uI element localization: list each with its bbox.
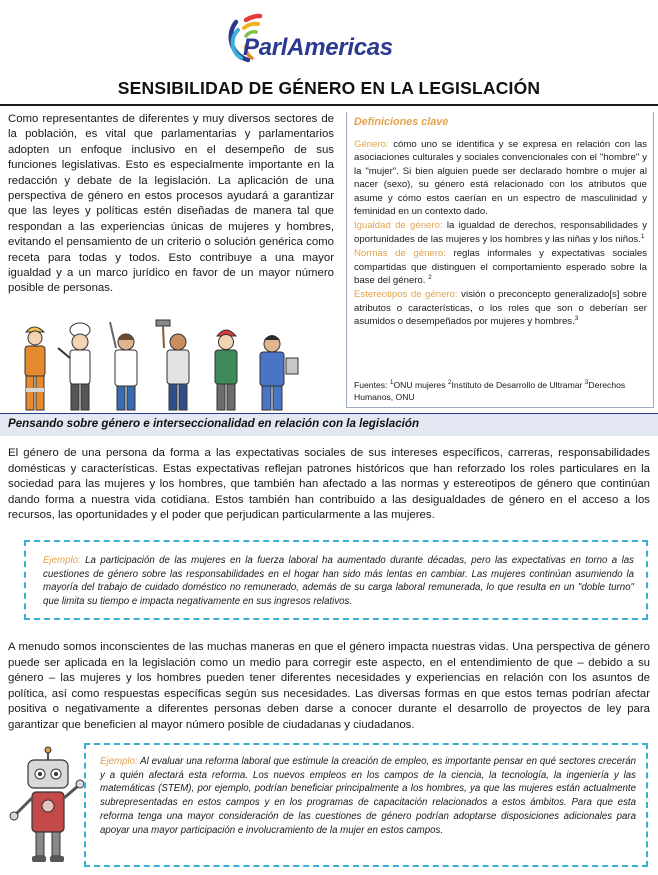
definition-item (354, 219, 647, 246)
footnote-ref: 1 (389, 379, 394, 387)
robot-illustration (6, 746, 90, 868)
worker-figure (110, 322, 137, 410)
definition-text: reglas informales y expectativas sociales compartidas que distinguen el comportamiento esperado sobre la base del género. (354, 248, 648, 287)
footnote-ref: 1 (640, 232, 645, 240)
definition-term: Normas de género: (354, 248, 446, 260)
worker-figure (25, 327, 45, 410)
body-paragraph-2: A menudo somos inconscientes de las muchas maneras en que el género impacta nuestras vidas. Una perspectiva de género puede ser aplicada en la legislación como un medio para corregir este aspecto, en el entendimiento de que – debido a su género – las mujeres y los hombres pueden tener diferentes necesidades y experiencias en relación con los asuntos de política, así como respuestas específicas según sus necesidades. Las diversas formas en que estos temas podrían afectar positiva o negativamente a diferentes personas deben darse a conocer durante el desarrollo de proyectos de ley para garantizar que beneficien al mayor número posible de ciudadanas y ciudadanos. (8, 641, 650, 731)
worker-figure (260, 335, 298, 410)
definition-item (354, 138, 647, 218)
section-title: Pensando sobre género e interseccionalidad en relación con la legislación (8, 417, 420, 430)
example-text (100, 755, 636, 837)
footnote-ref: 3 (584, 379, 589, 387)
worker-figure (215, 330, 237, 410)
example-box-2 (84, 743, 648, 867)
source-3: Derechos Humanos, ONU (354, 380, 626, 402)
footnote-ref: 3 (574, 315, 579, 323)
definition-item (354, 288, 647, 328)
definition-term: Estereotipos de género: (354, 289, 458, 301)
page-header (0, 8, 658, 70)
example-text (43, 554, 634, 609)
definition-text: la igualdad de derechos, responsabilidades y oportunidades de las mujeres y los hombres y las niñas y los niños. (354, 220, 647, 245)
definition-item (354, 247, 647, 287)
logo-wordmark: ParlAmericas (243, 34, 393, 61)
example-box-1 (24, 540, 648, 620)
example-label: Ejemplo: (100, 756, 138, 767)
example-body: La participación de las mujeres en la fuerza laboral ha aumentado durante décadas, pero las expectativas en torno a las cuestiones de género sobre las responsabilidades en el hogar han sido más lentas en cambiar. Las mujeres continúan asumiendo la mayoría del trabajo de cuidado doméstico no remunerado, además de su carga laboral remunerada, lo que resulta en un "doble turno" que limita su tiempo e impacta negativamente en sus ingresos relativos. (43, 555, 634, 608)
footnote-ref: 2 (428, 273, 432, 281)
page-title: SENSIBILIDAD DE GÉNERO EN LA LEGISLACIÓN (117, 78, 541, 98)
definitions-box (346, 112, 654, 408)
worker-figure (156, 320, 189, 410)
title-divider (0, 104, 658, 106)
definitions-heading: Definiciones clave (354, 116, 449, 128)
footnote-ref: 2 (447, 379, 452, 387)
source-1: ONU mujeres (393, 380, 448, 390)
body-paragraph-1: El género de una persona da forma a las expectativas sociales de sus intereses específicos, carreras, responsabilidades domésticas y características. Estas expectativas reflejan patrones históricos que han reforzado los roles particulares en la sociedad para las mujeres y los hombres, que también han afectado a las normas y estereotipos de género que continúan dando forma a nuestra vida cotidiana. Estos también han contribuido a las desigualdades de género en el acceso a los recursos, las oportunidades y el poder que perjudican particularmente a las mujeres. (8, 447, 650, 522)
example-label: Ejemplo: (43, 555, 81, 566)
sources-note (354, 379, 646, 403)
source-2: Instituto de Desarrollo de Ultramar (451, 380, 585, 390)
worker-figure (58, 323, 90, 410)
definition-term: Igualdad de género: (354, 220, 443, 232)
workers-illustration (14, 318, 316, 416)
definition-text: cómo uno se identifica y se expresa en relación con las asociaciones culturales y sociales convencionales con el "hombre" y la "mujer". Si bien alguien puede ser declarado hombre o mujer al nacer (sexo), su género está relacionado con los atributos que asume y cómo estos caerían en un espectro de masculinidad y feminidad en un contexto dado. (354, 139, 647, 218)
intro-paragraph: Como representantes de diferentes y muy diversos sectores de la población, es vital que parlamentarias y parlamentarios adopten un enfoque inclusivo en el desempeño de sus funciones legislativas. Esto es especialmente importante en la redacción y debate de la legislación. La aplicación de una perspectiva de género en estos procesos ayudará a garantizar que las leyes y políticas estén diseñadas de manera tal que respondan a las experiencias únicas de mujeres y hombres, evitando el pensamiento de un criterio o solución genérica como receta para todas y todos. Esto contribuye a una mayor igualdad y a un marco jurídico en favor de un mayor número posible de personas. (8, 113, 334, 295)
definition-term: Género: (354, 139, 389, 150)
example-body: Al evaluar una reforma laboral que estimule la creación de empleo, es importante pensar en qué sectores crecerán y a quién afectará esta reforma. Los nuevos empleos en los campos de la ciencia, la tecnología, la ingeniería y las matemáticas (STEM), por ejemplo, podrían beneficiar principalmente a los hombres, ya que las mujeres están actualmente subrepresentadas en estos campos y en los programas de capacitación relacionados a estos ámbitos. Para que esta reforma tenga una mayor consideración de las cuestiones de género podrían adoptarse disposiciones adicionales para apoyar una mayor participación e involucramiento de la mujer en estos campos. (100, 756, 636, 836)
definition-text: visión o preconcepto generalizado[s] sobre atributos o características, o los roles que son o deberían ser asumidos o desempeñados por mujeres y hombres. (354, 289, 647, 328)
sources-label: Fuentes: (354, 380, 390, 390)
